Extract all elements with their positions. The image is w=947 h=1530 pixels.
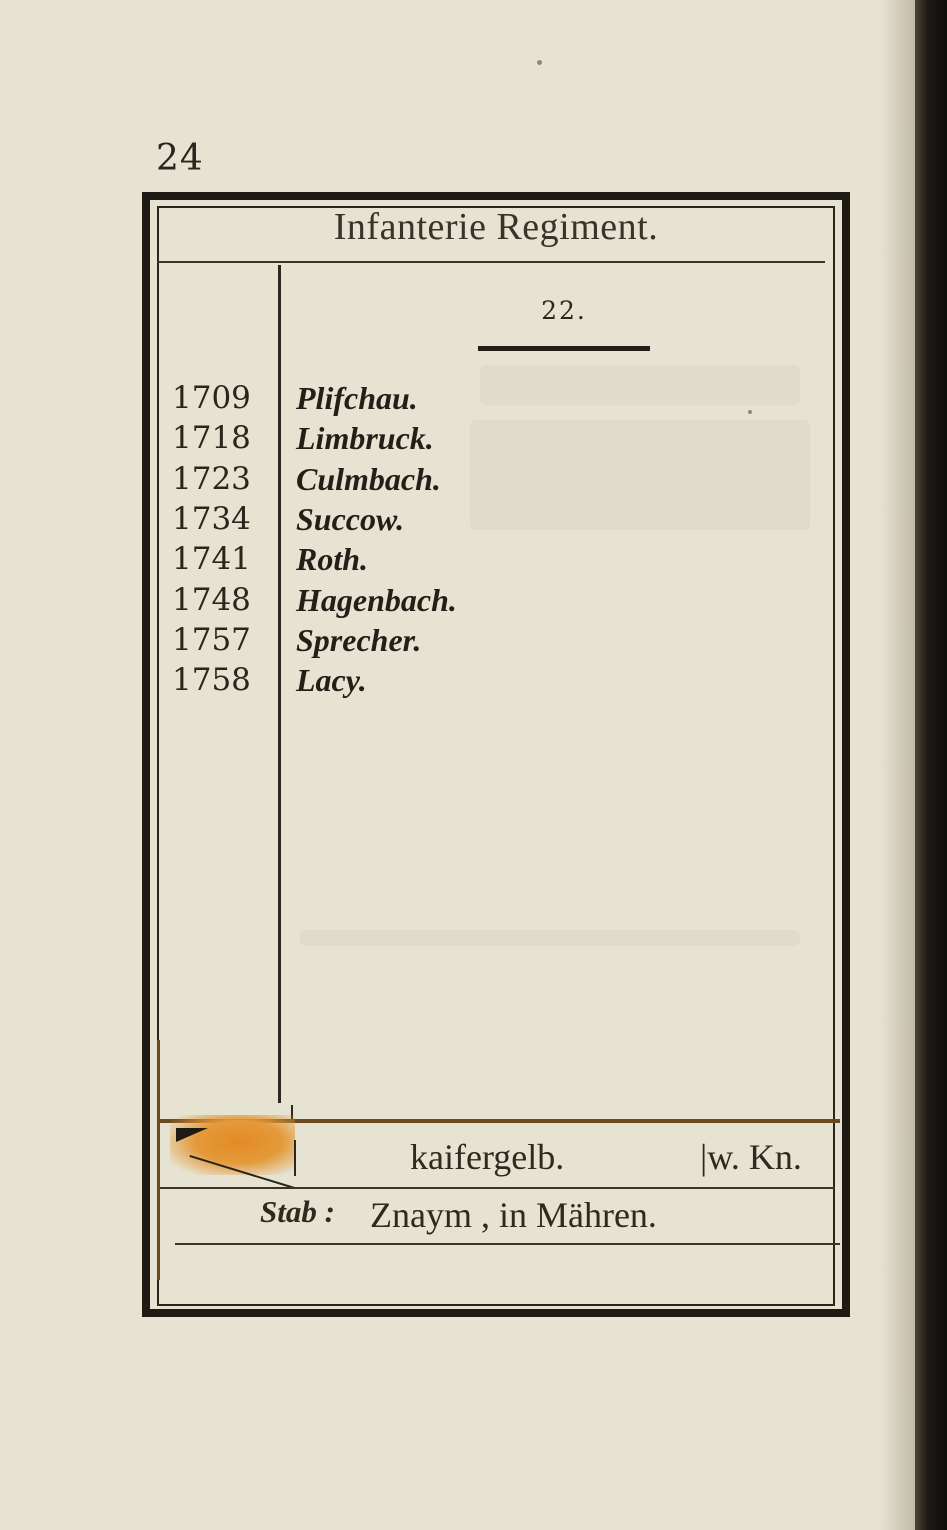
- stab-row-top-rule: [160, 1187, 835, 1189]
- year: 1723: [172, 461, 251, 497]
- color-swatch-wedge: [176, 1128, 208, 1142]
- owner-name: Succow.: [296, 501, 405, 537]
- owner-name: Plifchau.: [296, 380, 418, 416]
- header-divider: [157, 261, 825, 263]
- regiment-number-rule: [478, 346, 650, 351]
- year: 1709: [172, 380, 251, 416]
- orange-stain: [170, 1115, 295, 1175]
- column-divider: [278, 265, 281, 1103]
- uniform-divider: [294, 1140, 296, 1176]
- button-color: |w. Kn.: [700, 1137, 802, 1177]
- book-spine: [915, 0, 947, 1530]
- table-header-title: Infanterie Regiment.: [333, 206, 659, 248]
- stained-left-margin: [157, 1040, 160, 1280]
- year: 1748: [172, 582, 251, 618]
- owner-name: Roth.: [296, 541, 369, 577]
- stab-label: Stab :: [260, 1194, 335, 1229]
- ink-speck: [537, 60, 542, 65]
- year: 1734: [172, 501, 251, 537]
- page-number: 24: [156, 138, 204, 179]
- regiment-number: 22.: [541, 296, 587, 325]
- owner-name: Sprecher.: [296, 622, 422, 658]
- owner-name: Limbruck.: [296, 420, 434, 456]
- year: 1758: [172, 662, 251, 698]
- owner-name: Lacy.: [296, 662, 367, 698]
- owner-name: Culmbach.: [296, 461, 441, 497]
- stab-row-bottom-rule: [175, 1243, 840, 1245]
- owner-name: Hagenbach.: [296, 582, 457, 618]
- stab-location: Znaym , in Mähren.: [370, 1195, 657, 1235]
- year: 1718: [172, 420, 251, 456]
- year: 1757: [172, 622, 251, 658]
- facing-color: kaifergelb.: [410, 1137, 565, 1177]
- page-edge-shadow: [880, 0, 915, 1530]
- year: 1741: [172, 541, 251, 577]
